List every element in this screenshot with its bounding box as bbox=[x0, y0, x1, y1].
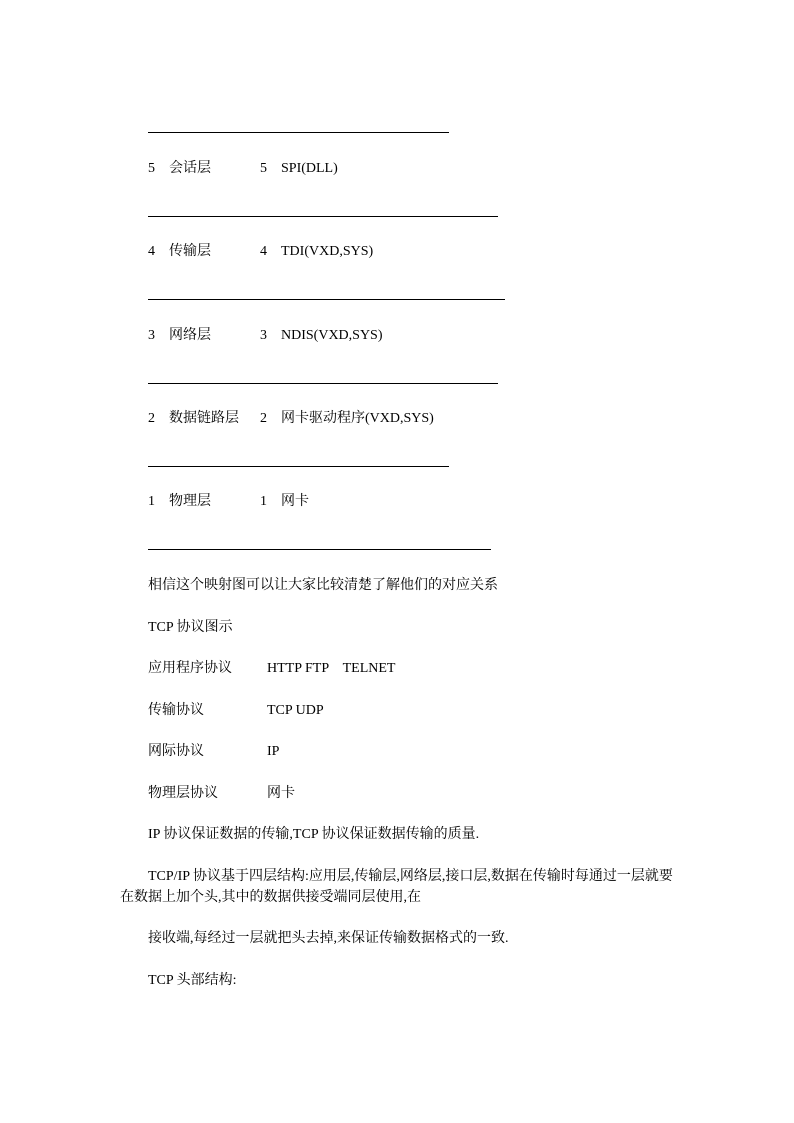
layer-osi-1: 1 物理层 bbox=[148, 494, 211, 509]
protocol-value: TCP UDP bbox=[267, 703, 324, 718]
layer-win-4: 4 TDI(VXD,SYS) bbox=[260, 244, 374, 259]
protocol-name: 网际协议 bbox=[148, 744, 204, 759]
summary-text: 相信这个映射图可以让大家比较清楚了解他们的对应关系 bbox=[148, 578, 498, 593]
layer-osi-5: 5 会话层 bbox=[148, 161, 211, 176]
divider-line bbox=[148, 466, 449, 467]
divider-line bbox=[148, 549, 491, 550]
divider-line bbox=[148, 383, 498, 384]
tcp-header-title: TCP 头部结构: bbox=[148, 973, 237, 988]
protocol-value: 网卡 bbox=[267, 786, 295, 801]
layer-win-3: 3 NDIS(VXD,SYS) bbox=[260, 328, 383, 343]
divider-line bbox=[148, 216, 498, 217]
layer-osi-4: 4 传输层 bbox=[148, 244, 211, 259]
tcp-figure-title: TCP 协议图示 bbox=[148, 620, 233, 635]
ip-note: IP 协议保证数据的传输,TCP 协议保证数据传输的质量. bbox=[148, 827, 480, 842]
protocol-name: 应用程序协议 bbox=[148, 661, 232, 676]
layer-osi-2: 2 数据链路层 bbox=[148, 411, 239, 426]
protocol-name: 物理层协议 bbox=[148, 786, 218, 801]
protocol-name: 传输协议 bbox=[148, 703, 204, 718]
tcpip-paragraph-line2: 在数据上加个头,其中的数据供接受端同层使用,在 bbox=[120, 890, 421, 905]
tcpip-paragraph-line1: TCP/IP 协议基于四层结构:应用层,传输层,网络层,接口层,数据在传输时每通过一层就要 bbox=[148, 869, 673, 884]
divider-line bbox=[148, 299, 505, 300]
divider-line bbox=[148, 132, 449, 133]
layer-osi-3: 3 网络层 bbox=[148, 328, 211, 343]
protocol-value: HTTP FTP TELNET bbox=[267, 661, 396, 676]
layer-win-2: 2 网卡驱动程序(VXD,SYS) bbox=[260, 411, 434, 426]
protocol-value: IP bbox=[267, 744, 280, 759]
receive-note: 接收端,每经过一层就把头去掉,来保证传输数据格式的一致. bbox=[148, 931, 509, 946]
layer-win-1: 1 网卡 bbox=[260, 494, 309, 509]
layer-win-5: 5 SPI(DLL) bbox=[260, 161, 338, 176]
